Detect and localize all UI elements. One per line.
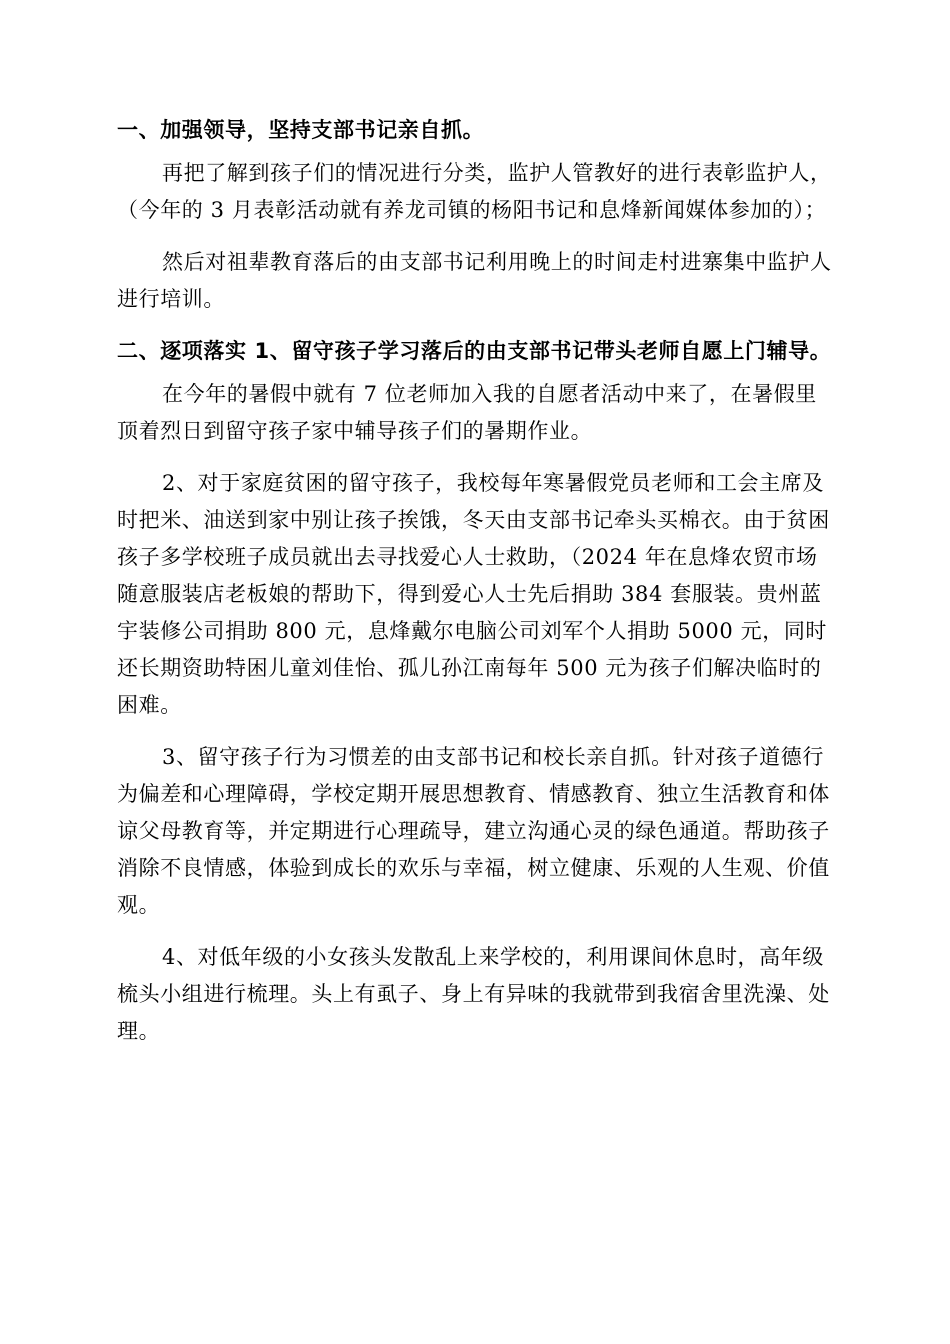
paragraph-6: 4、对低年级的小女孩头发散乱上来学校的，利用课间休息时，高年级梳头小组进行梳理。头上有虱子、身上有异味的我就带到我宿舍里洗澡、处理。 bbox=[117, 945, 830, 1043]
paragraph-1: 再把了解到孩子们的情况进行分类，监护人管教好的进行表彰监护人，（今年的 3 月表彰活动就有养龙司镇的杨阳书记和息烽新闻媒体参加的）； bbox=[117, 161, 832, 222]
section-heading-2: 二、逐项落实 1、留守孩子学习落后的由支部书记带头老师自愿上门辅导。 bbox=[117, 339, 832, 363]
paragraph-2: 然后对祖辈教育落后的由支部书记利用晚上的时间走村进寨集中监护人进行培训。 bbox=[117, 250, 832, 311]
paragraph-3: 在今年的暑假中就有 7 位老师加入我的自愿者活动中来了，在暑假里顶着烈日到留守孩子家中辅导孩子们的暑期作业。 bbox=[117, 382, 817, 443]
paragraph-4: 2、对于家庭贫困的留守孩子，我校每年寒暑假党员老师和工会主席及时把米、油送到家中别让孩子挨饿，冬天由支部书记牵头买棉衣。由于贫困孩子多学校班子成员就出去寻找爱心人士救助，（2024 年在息烽农贸市场随意服装店老板娘的帮助下，得到爱心人士先后捐助 384 套服装。贵州蓝宇装修公司捐助 800 元，息烽戴尔电脑公司刘军个人捐助 5000 元，同时还长期资助特困儿童刘佳怡、孤儿孙江南每年 500 元为孩子们解决临时的困难。 bbox=[117, 471, 830, 717]
section-heading-1: 一、加强领导，坚持支部书记亲自抓。 bbox=[117, 118, 485, 142]
paragraph-5: 3、留守孩子行为习惯差的由支部书记和校长亲自抓。针对孩子道德行为偏差和心理障碍，学校定期开展思想教育、情感教育、独立生活教育和体谅父母教育等，并定期进行心理疏导，建立沟通心灵的绿色通道。帮助孩子消除不良情感，体验到成长的欢乐与幸福，树立健康、乐观的人生观、价值观。 bbox=[117, 745, 830, 917]
document-body bbox=[117, 112, 837, 1050]
